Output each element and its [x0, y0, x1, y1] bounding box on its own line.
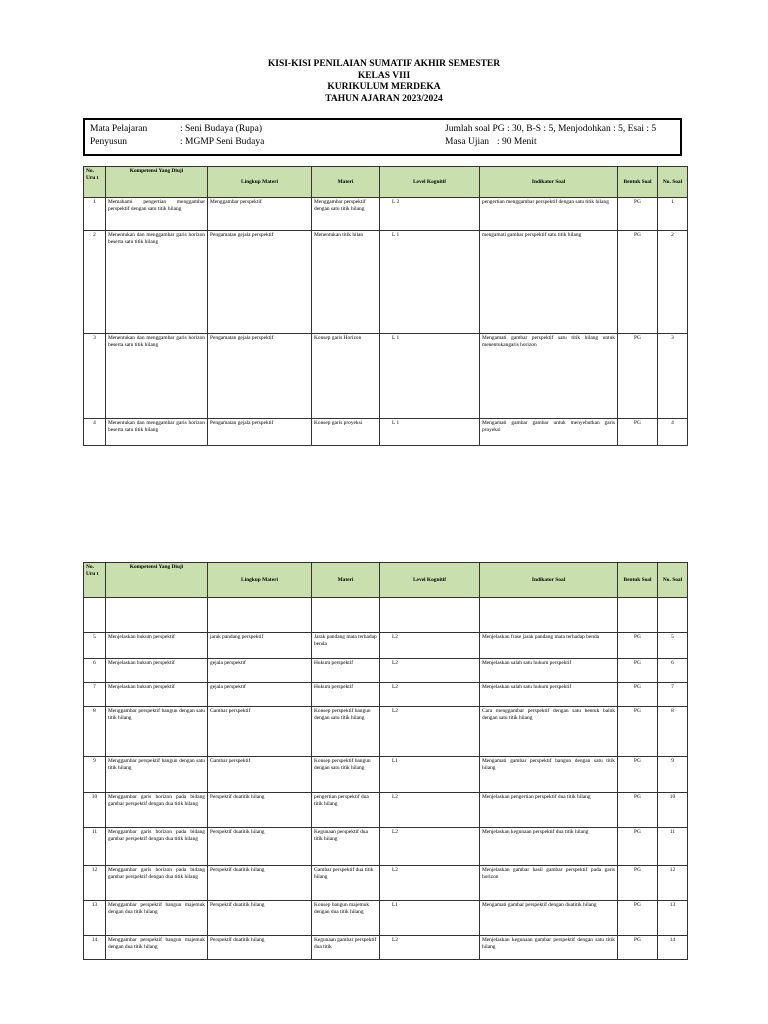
table-row	[84, 419, 688, 446]
col-header-indikator: Indikator Soal	[480, 563, 618, 598]
empty-row	[84, 598, 688, 633]
cell-bentuk: PG	[618, 419, 658, 446]
cell-kompetensi: Menggambar garis horizon pada bidang gambar perspektif dengan dua titik hilang	[106, 828, 208, 866]
col-header-bentuk: Bentuk Soal	[618, 563, 658, 598]
cell-kompetensi: Menjelaskan hukum perspektif	[106, 683, 208, 707]
col-header-kompetensi: Kompetensi Yang Diuji	[106, 563, 208, 598]
cell-kompetensi: Memahami pengertian menggambar perspektif dengan satu titik hilang	[106, 198, 208, 231]
cell-soal: 11	[658, 828, 688, 866]
cell-bentuk: PG	[618, 659, 658, 683]
cell-bentuk: PG	[618, 757, 658, 793]
cell-level: L2	[380, 683, 480, 707]
cell-no: 13	[84, 901, 106, 936]
cell-materi: pengertian perspektif dua titik hilang	[312, 793, 380, 828]
cell-lingkup: Gambar perspektif	[208, 707, 312, 757]
cell-lingkup: jarak pandang perspektif	[208, 633, 312, 659]
header-class: KELAS VIII	[357, 70, 411, 81]
cell-no: 9	[84, 757, 106, 793]
col-header-indikator: Indikator Soal	[480, 167, 618, 198]
cell-soal: 7	[658, 683, 688, 707]
cell-no: 10	[84, 793, 106, 828]
cell-kompetensi: Menggambar garis horizon pada bidang gambar perspektif dengan dua titik hilang	[106, 793, 208, 828]
cell-level: L 1	[380, 419, 480, 446]
cell-indikator: Menjelaskan pengertian perspektif dua titik hilang	[480, 793, 618, 828]
cell-materi: Gambar perspektif dua titik hilang	[312, 866, 380, 901]
cell-lingkup: Menggambar perspektif	[208, 198, 312, 231]
cell-no: 8	[84, 707, 106, 757]
cell-lingkup: gejala perspektif	[208, 683, 312, 707]
cell-kompetensi: Menentukan dan menggambar garis horizon beserta satu titik hilang	[106, 334, 208, 419]
table-row	[84, 198, 688, 231]
col-header-level: Level Kognitif	[380, 167, 480, 198]
cell-level: L2	[380, 793, 480, 828]
cell-level: L2	[380, 828, 480, 866]
cell-soal: 9	[658, 757, 688, 793]
cell-soal: 3	[658, 334, 688, 419]
table-row	[84, 793, 688, 828]
cell-materi: Menggambar perspektif dengan satu titik hilang	[312, 198, 380, 231]
duration-value: : 90 Menit	[497, 137, 537, 147]
table-row	[84, 334, 688, 419]
table-row	[84, 707, 688, 757]
cell-level: L2	[380, 866, 480, 901]
cell-kompetensi: Menjelaskan hukum perspektif	[106, 659, 208, 683]
cell-no: 4	[84, 419, 106, 446]
cell-soal: 5	[658, 633, 688, 659]
cell-materi: Hukum perspektif	[312, 683, 380, 707]
cell-level: L2	[380, 936, 480, 960]
col-header-lingkup: Lingkup Materi	[208, 167, 312, 198]
cell-lingkup: Gambar perspektif	[208, 757, 312, 793]
info-box	[83, 118, 682, 156]
grid-table-1	[83, 166, 688, 446]
cell-kompetensi: Menjelaskan hukum perspektif	[106, 633, 208, 659]
cell-indikator: Menjelaskan salah satu hukum perspektif	[480, 683, 618, 707]
cell-lingkup: Perspektif duatitik hilang	[208, 793, 312, 828]
cell-materi: Kegunaan gambar perspektif dua titik	[312, 936, 380, 960]
cell-materi: Menentukan titik hilan	[312, 231, 380, 334]
cell-materi: Konsep garis proyeksi	[312, 419, 380, 446]
cell-bentuk: PG	[618, 231, 658, 334]
cell-kompetensi: Menentukan dan menggambar garis horizon beserta satu titik hilang	[106, 231, 208, 334]
cell-kompetensi: Menggambar perspektif bangun majemuk dengan dua titik hilang	[106, 901, 208, 936]
cell-indikator: mengamati gambar perspektif satu titik hilang	[480, 231, 618, 334]
table-row	[84, 633, 688, 659]
cell-materi: Konsep perspektif bangun dengan satu titik hilang	[312, 757, 380, 793]
cell-kompetensi: Menggambar perspektif bangun majemuk dengan dua titik hilang	[106, 936, 208, 960]
col-header-bentuk: Bentuk Soal	[618, 167, 658, 198]
cell-indikator: Menjelaskan kegunaan gambar perspektif dengan satu titik hilang	[480, 936, 618, 960]
col-header-nosoal: No. Soal	[658, 167, 688, 198]
col-header-no: No. Uru t	[84, 563, 106, 598]
cell-no: 14	[84, 936, 106, 960]
header-title: KISI-KISI PENILAIAN SUMATIF AKHIR SEMESTER	[267, 59, 501, 69]
cell-level: L 1	[380, 231, 480, 334]
table-row	[84, 828, 688, 866]
author-value: : MGMP Seni Budaya	[180, 137, 265, 147]
table-row	[84, 231, 688, 334]
cell-no: 2	[84, 231, 106, 334]
cell-kompetensi: Menentukan dan menggambar garis horizon beserta satu titik hilang	[106, 419, 208, 446]
cell-lingkup: Perspektif duatitik hilang	[208, 866, 312, 901]
cell-bentuk: PG	[618, 198, 658, 231]
cell-bentuk: PG	[618, 828, 658, 866]
cell-soal: 12	[658, 866, 688, 901]
cell-soal: 1	[658, 198, 688, 231]
col-header-nosoal: No. Soal	[658, 563, 688, 598]
cell-level: L1	[380, 901, 480, 936]
document-header	[0, 59, 768, 105]
cell-indikator: Mengamati gambar gambar untuk menyebutkan garis proyeksi	[480, 419, 618, 446]
table-row	[84, 901, 688, 936]
cell-materi: Jarak pandang mata terhadap benda	[312, 633, 380, 659]
table-row	[84, 683, 688, 707]
cell-lingkup: Perspektif duatitik hilang	[208, 936, 312, 960]
cell-lingkup: Pengamatan gejala perspektif	[208, 231, 312, 334]
cell-indikator: Menjelaskan salah satu hukum perspektif	[480, 659, 618, 683]
cell-materi: Konsep garis Horizon	[312, 334, 380, 419]
subject-value: : Seni Budaya (Rupa)	[180, 124, 263, 134]
col-header-materi: Materi	[312, 167, 380, 198]
cell-level: L1	[380, 757, 480, 793]
cell-lingkup: gejala perspektif	[208, 659, 312, 683]
cell-materi: Kegunaan perspektif dua titik hilang	[312, 828, 380, 866]
table-row	[84, 936, 688, 960]
col-header-materi: Materi	[312, 563, 380, 598]
cell-kompetensi: Menggambar perspektif bangun dengan satu titik hilang	[106, 707, 208, 757]
cell-no: 6	[84, 659, 106, 683]
cell-soal: 2	[658, 231, 688, 334]
cell-soal: 10	[658, 793, 688, 828]
cell-no: 1	[84, 198, 106, 231]
cell-no: 7	[84, 683, 106, 707]
cell-indikator: Menjelaskan gambar hasil gambar perspektif pada garis horizon	[480, 866, 618, 901]
cell-bentuk: PG	[618, 936, 658, 960]
col-header-kompetensi: Kompetensi Yang Diuji	[106, 167, 208, 198]
cell-no: 12	[84, 866, 106, 901]
cell-indikator: Mengamati gambar perspektif dengan duatitik hilang	[480, 901, 618, 936]
question-count: Jumlah soal PG : 30, B-S : 5, Menjodohkan : 5, Esai : 5	[445, 124, 657, 134]
cell-lingkup: Perspektif duatitik hilang	[208, 901, 312, 936]
cell-bentuk: PG	[618, 901, 658, 936]
cell-soal: 4	[658, 419, 688, 446]
cell-soal: 8	[658, 707, 688, 757]
cell-lingkup: Perspektif duatitik hilang	[208, 828, 312, 866]
duration-label: Masa Ujian	[445, 137, 490, 147]
cell-no: 11	[84, 828, 106, 866]
cell-bentuk: PG	[618, 334, 658, 419]
cell-indikator: Menjelaskan kegunaan perspektif dua titik hilang	[480, 828, 618, 866]
table-row	[84, 866, 688, 901]
cell-bentuk: PG	[618, 633, 658, 659]
cell-level: L 2	[380, 198, 480, 231]
cell-lingkup: Pengamatan gejala perspektif	[208, 334, 312, 419]
grid-table-2	[83, 562, 688, 960]
cell-indikator: Mengamati gambar perspektif bangun dengan satu titik hilang	[480, 757, 618, 793]
cell-bentuk: PG	[618, 683, 658, 707]
cell-soal: 6	[658, 659, 688, 683]
cell-lingkup: Pengamatan gejala perspektif	[208, 419, 312, 446]
cell-indikator: Cara menggambar perspektif dengan satu bentuk balok dengan satu titik hilang	[480, 707, 618, 757]
header-curriculum: KURIKULUM MERDEKA	[327, 82, 441, 92]
cell-indikator: Mengamati gambar perspektif satu titik hilang untuk menentukangaris horizon	[480, 334, 618, 419]
table-row	[84, 757, 688, 793]
cell-level: L2	[380, 659, 480, 683]
cell-level: L2	[380, 707, 480, 757]
cell-kompetensi: Menggambar garis horizon pada bidang gambar perspektif dengan dua titik hilang	[106, 866, 208, 901]
cell-soal: 14	[658, 936, 688, 960]
cell-indikator: pengertian menggambar perspektif dengan satu titik hilang	[480, 198, 618, 231]
col-header-level: Level Kognitif	[380, 563, 480, 598]
cell-materi: Konsep bangun majemuk dengan dua titik hilang	[312, 901, 380, 936]
table-row	[84, 659, 688, 683]
author-label: Penyusun	[90, 137, 127, 147]
cell-bentuk: PG	[618, 866, 658, 901]
header-year: TAHUN AJARAN 2023/2024	[325, 93, 443, 104]
cell-kompetensi: Menggambar perspektif bangun dengan satu titik hilang	[106, 757, 208, 793]
cell-soal: 13	[658, 901, 688, 936]
cell-materi: Hukum perspektif	[312, 659, 380, 683]
col-header-no: No. Uru t	[84, 167, 106, 198]
cell-no: 5	[84, 633, 106, 659]
cell-level: L2	[380, 633, 480, 659]
cell-no: 3	[84, 334, 106, 419]
cell-bentuk: PG	[618, 793, 658, 828]
cell-materi: Konsep perspektif bangun dengan satu titik hilang	[312, 707, 380, 757]
cell-bentuk: PG	[618, 707, 658, 757]
col-header-lingkup: Lingkup Materi	[208, 563, 312, 598]
cell-indikator: Menjelaskan frase jarak pandang mata terhadap benda	[480, 633, 618, 659]
cell-level: L 1	[380, 334, 480, 419]
subject-label: Mata Pelajaran	[90, 124, 148, 134]
